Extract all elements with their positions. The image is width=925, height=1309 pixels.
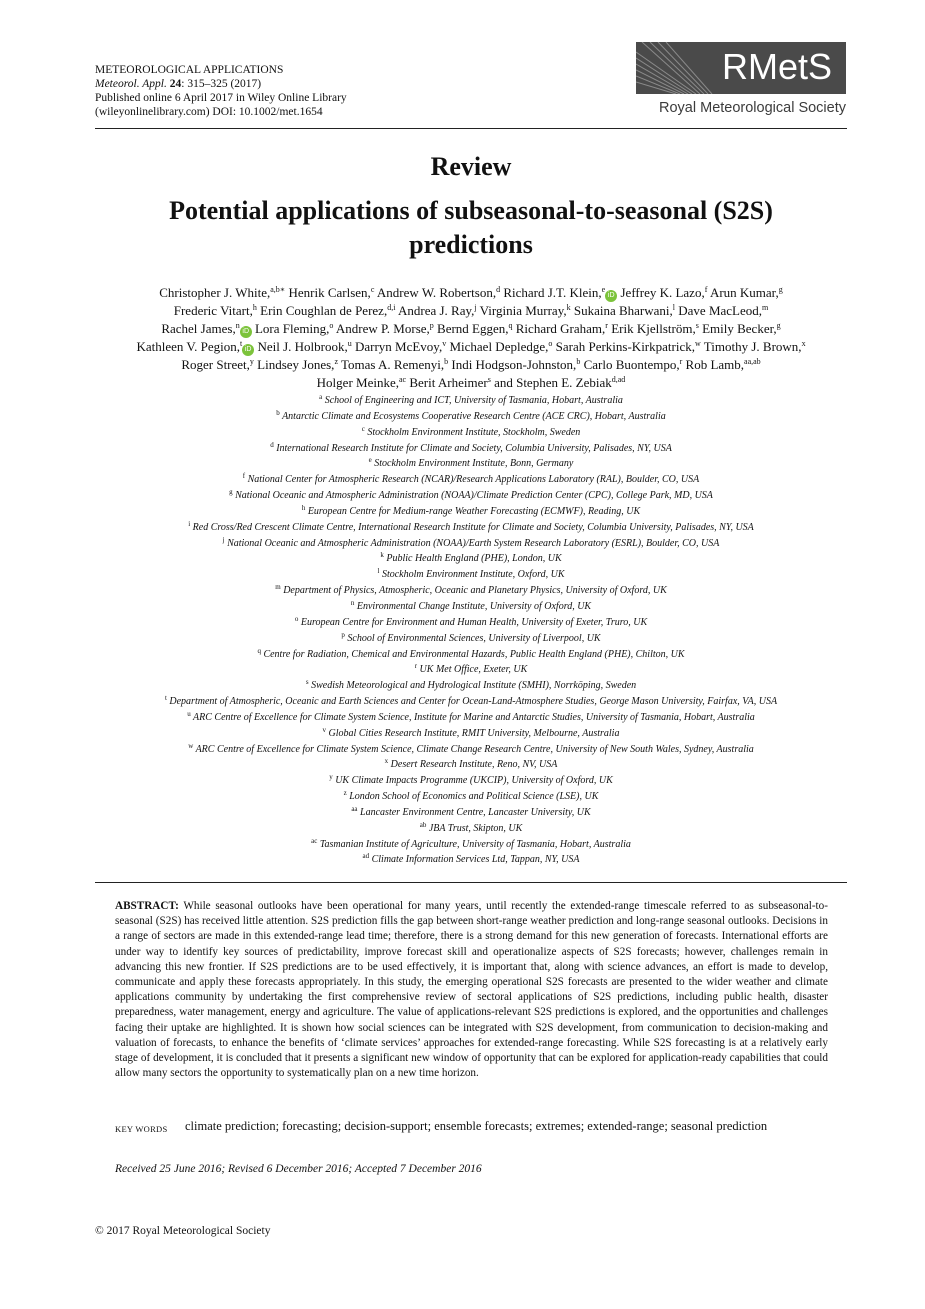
author-affiliation-mark: e [601, 285, 606, 294]
author-affiliation-mark: a,b∗ [270, 285, 286, 294]
author-name: Richard J.T. Klein, [503, 285, 602, 300]
affiliation [95, 599, 847, 615]
affiliation-text: International Research Institute for Climate and Society, Columbia University, Palisades, NY, USA [273, 442, 672, 454]
author-affiliation-mark: b [576, 357, 581, 366]
affiliation-text: Swedish Meteorological and Hydrological Institute (SMHI), Norrköping, Sweden [308, 680, 637, 692]
author-name: Bernd Eggen, [437, 321, 509, 336]
author-name: Emily Becker, [702, 321, 777, 336]
author-name: Dave MacLeod, [678, 303, 763, 318]
affiliation-mark: x [384, 757, 389, 766]
author-name: and Stephen E. Zebiak [494, 375, 612, 390]
affiliation-mark: u [187, 709, 191, 718]
author-name: Tomas A. Remenyi, [341, 357, 445, 372]
logo-society: Royal Meteorological Society [659, 100, 846, 116]
author-affiliation-mark: t [239, 339, 243, 348]
affiliation-text: ARC Centre of Excellence for Climate System Science, Institute for Marine and Antarctic Studies, University of Tasmania, Hobart, Australia [190, 711, 755, 723]
abstract-top-rule [95, 882, 847, 883]
author-affiliation-mark: b [444, 357, 449, 366]
author-name: Berit Arheimer [409, 375, 488, 390]
affiliation-text: UK Met Office, Exeter, UK [417, 664, 528, 676]
author-affiliation-mark: r [679, 357, 683, 366]
affiliation-text: Department of Physics, Atmospheric, Oceanic and Planetary Physics, University of Oxford, UK [280, 585, 667, 597]
keywords-text: climate prediction; forecasting; decision-support; ensemble forecasts; extremes; extended-range; seasonal prediction [185, 1119, 768, 1133]
affiliation-text: JBA Trust, Skipton, UK [426, 822, 523, 834]
author-name: Carlo Buontempo, [583, 357, 680, 372]
author-list [95, 284, 847, 392]
author-name: Christopher J. White, [159, 285, 271, 300]
affiliation [95, 678, 847, 694]
affiliation-text: National Oceanic and Atmospheric Administration (NOAA)/Climate Prediction Center (CPC), College Park, MD, USA [232, 490, 713, 502]
author-affiliation-mark: z [334, 357, 338, 366]
author [437, 321, 512, 336]
author [181, 357, 254, 372]
author [161, 321, 251, 336]
author-affiliation-mark: g [778, 285, 783, 294]
affiliation-text: National Center for Atmospheric Research (NCAR)/Research Applications Laboratory (RAL), Boulder, CO, USA [245, 474, 700, 486]
author-affiliation-mark: s [487, 375, 491, 384]
affiliation-mark: r [414, 662, 418, 671]
affiliation-mark: y [329, 773, 333, 782]
author-affiliation-mark: f [704, 285, 708, 294]
abstract-text: While seasonal outlooks have been operational for many years, until recently the extended-range timescale referred to as subseasonal-to-seasonal (S2S) has received little attention. S2S prediction fills the gap between short-range weather prediction and long-range seasonal outlooks. Decisions in a range of sectors are made in this extended-range lead time; therefore, there is a strong demand for this new generation of forecasts. International efforts are under way to identify key sources of predictability, improve forecast skill and operationalize aspects of S2S forecasts; however, challenges remain in advancing this new frontier. If S2S predictions are to be used effectively, it is important that, along with science advances, an effort is made to develop, communicate and apply these forecasts appropriately. In this study, the emerging operational S2S forecasts are presented to the wider weather and climate applications community by undertaking the first comprehensive review of sectoral applications of S2S predictions, including public health, disaster preparedness, water management, energy and agriculture. The value of applications-relevant S2S predictions is explored, and the opportunities and challenges facing their uptake are highlighted. It is shown how social sciences can be integrated with S2S development, from communication to decision-making and valuation of forecasts, to enhance the benefits of ‘climate services’ approaches for extended-range forecasting. While S2S forecasting is at a relatively early stage of development, it is concluded that it presents a significant new window of opportunity that can be explored for application-ready capabilities that could allow many sectors the opportunity to systematically plan on a new time horizon. [115, 900, 828, 1080]
received-dates: Received 25 June 2016; Revised 6 December 2016; Accepted 7 December 2016 [115, 1163, 482, 1175]
affiliation [95, 393, 847, 409]
author-name: Erin Coughlan de Perez, [260, 303, 388, 318]
author [377, 285, 500, 300]
orcid-icon[interactable]: iD [240, 326, 252, 338]
author-name: Virginia Murray, [479, 303, 567, 318]
author [556, 339, 701, 354]
author [257, 339, 351, 354]
affiliation-mark: k [380, 551, 384, 560]
affiliation-text: Public Health England (PHE), London, UK [383, 553, 562, 565]
affiliation-mark: ad [362, 852, 370, 861]
affiliation-text: National Oceanic and Atmospheric Administration (NOAA)/Earth System Research Laboratory (ESRL), Boulder, CO, USA [224, 537, 720, 549]
affiliation [95, 773, 847, 789]
affiliation [95, 615, 847, 631]
doi-line: (wileyonlinelibrary.com) DOI: 10.1002/met.1654 [95, 106, 323, 118]
author-affiliation-mark: d,i [387, 303, 396, 312]
copyright: © 2017 Royal Meteorological Society [95, 1225, 271, 1237]
affiliation-mark: f [242, 472, 246, 481]
affiliation-text: Red Cross/Red Crescent Climate Centre, International Research Institute for Climate and Society, Columbia University, Palisades, NY, USA [190, 521, 754, 533]
author-name: Andrew P. Morse, [335, 321, 430, 336]
affiliation [95, 631, 847, 647]
author [678, 303, 768, 318]
affiliation [95, 551, 847, 567]
affiliation-text: Environmental Change Institute, University of Oxford, UK [354, 600, 592, 612]
author-name: Frederic Vitart, [173, 303, 253, 318]
affiliation [95, 726, 847, 742]
abstract-label: ABSTRACT: [115, 900, 179, 912]
author-name: Roger Street, [181, 357, 250, 372]
affiliation-text: Antarctic Climate and Ecosystems Cooperative Research Centre (ACE CRC), Hobart, Australia [279, 410, 666, 422]
affiliation-text: London School of Economics and Political Science (LSE), UK [346, 791, 599, 803]
author-affiliation-mark: v [442, 339, 447, 348]
logo-banner [636, 42, 846, 94]
citation-journal: Meteorol. Appl. [95, 78, 167, 90]
author-affiliation-mark: s [695, 321, 699, 330]
affiliation-mark: j [222, 535, 225, 544]
author-affiliation-mark: aa,ab [744, 357, 761, 366]
author [159, 285, 285, 300]
published-line: Published online 6 April 2017 in Wiley Online Library [95, 92, 347, 104]
affiliation-text: Desert Research Institute, Reno, NV, USA [388, 759, 558, 771]
affiliation-mark: p [341, 630, 345, 639]
author [702, 321, 781, 336]
affiliation-mark: w [188, 741, 194, 750]
affiliation-text: ARC Centre of Excellence for Climate System Science, Climate Change Research Centre, University of New South Wales, Sydney, Australia [193, 743, 754, 755]
affiliation-mark: b [276, 408, 280, 417]
author [257, 357, 338, 372]
affiliation [95, 662, 847, 678]
author [174, 303, 257, 318]
affiliation [95, 583, 847, 599]
journal-header [95, 63, 347, 119]
author [255, 321, 333, 336]
affiliation-list [95, 393, 847, 868]
author-affiliation-mark: j [474, 303, 477, 312]
affiliation [95, 805, 847, 821]
author [136, 339, 254, 354]
affiliation-mark: q [257, 646, 261, 655]
author [516, 321, 608, 336]
affiliation [95, 472, 847, 488]
author [449, 339, 552, 354]
affiliation-text: UK Climate Impacts Programme (UKCIP), University of Oxford, UK [332, 775, 613, 787]
keywords-label: KEY WORDS [115, 1124, 168, 1134]
author-name: Arun Kumar, [709, 285, 779, 300]
affiliation-text: Tasmanian Institute of Agriculture, University of Tasmania, Hobart, Australia [317, 838, 631, 850]
affiliation-mark: c [361, 424, 365, 433]
affiliation [95, 837, 847, 853]
author [704, 339, 806, 354]
author [503, 285, 617, 300]
citation-pages: : 315–325 (2017) [181, 78, 262, 90]
author [480, 303, 571, 318]
affiliation-text: Department of Atmospheric, Oceanic and Earth Sciences and Center for Ocean-Land-Atmosphere Studies, George Mason University, Fairfax, VA, USA [166, 696, 778, 708]
author [317, 375, 406, 390]
author [260, 303, 395, 318]
author [398, 303, 477, 318]
author [584, 357, 683, 372]
affiliation-mark: a [319, 393, 323, 401]
affiliation-mark: v [322, 725, 327, 734]
affiliation [95, 488, 847, 504]
author-affiliation-mark: d [496, 285, 501, 294]
abstract [115, 899, 828, 1081]
author [710, 285, 783, 300]
affiliation-mark: m [275, 583, 281, 592]
author-name: Richard Graham, [515, 321, 606, 336]
author-name: Andrew W. Robertson, [376, 285, 497, 300]
author-affiliation-mark: y [249, 357, 254, 366]
author [341, 357, 448, 372]
orcid-icon[interactable]: iD [605, 290, 617, 302]
author-affiliation-mark: o [548, 339, 553, 348]
affiliation [95, 710, 847, 726]
affiliation [95, 742, 847, 758]
author-name: Andrea J. Ray, [397, 303, 475, 318]
affiliation-mark: i [188, 519, 191, 528]
affiliation [95, 409, 847, 425]
citation-volume: 24 [169, 78, 182, 90]
affiliation [95, 757, 847, 773]
affiliation-mark: z [343, 789, 347, 798]
author-name: Darryn McEvoy, [354, 339, 443, 354]
affiliation-text: Lancaster Environment Centre, Lancaster University, UK [357, 806, 591, 818]
rmets-logo [636, 42, 846, 124]
author [336, 321, 434, 336]
author-name: Sarah Perkins-Kirkpatrick, [555, 339, 695, 354]
affiliation-text: Stockholm Environment Institute, Oxford, UK [379, 569, 565, 581]
author-name: Kathleen V. Pegion, [136, 339, 240, 354]
author [686, 357, 761, 372]
header-rule [95, 128, 847, 129]
affiliation-text: Climate Information Services Ltd, Tappan, NY, USA [369, 854, 580, 866]
affiliation-text: School of Environmental Sciences, University of Liverpool, UK [344, 632, 601, 644]
author [620, 285, 707, 300]
author-affiliation-mark: c [370, 285, 375, 294]
affiliation [95, 852, 847, 868]
affiliation [95, 456, 847, 472]
author-name: Michael Depledge, [449, 339, 549, 354]
affiliation-mark: t [164, 694, 167, 703]
affiliation [95, 441, 847, 457]
author-affiliation-mark: h [252, 303, 257, 312]
author-name: Lindsey Jones, [257, 357, 335, 372]
author [494, 375, 625, 390]
author-name: Erik Kjellström, [611, 321, 696, 336]
author-affiliation-mark: d,ad [611, 375, 626, 384]
affiliation-mark: l [377, 567, 380, 576]
affiliation-text: European Centre for Environment and Human Health, University of Exeter, Truro, UK [298, 616, 648, 628]
affiliation-text: Global Cities Research Institute, RMIT University, Melbourne, Australia [326, 727, 620, 739]
author [451, 357, 580, 372]
author-name: Holger Meinke, [316, 375, 399, 390]
author-affiliation-mark: w [694, 339, 701, 348]
author-name: Indi Hodgson-Johnston, [451, 357, 577, 372]
author-name: Jeffrey K. Lazo, [620, 285, 705, 300]
affiliation-mark: ac [311, 836, 318, 845]
author [355, 339, 446, 354]
author-affiliation-mark: o [329, 321, 334, 330]
author [574, 303, 675, 318]
affiliation-mark: g [229, 488, 233, 497]
affiliation [95, 425, 847, 441]
article-type: Review [430, 152, 512, 181]
affiliation [95, 536, 847, 552]
journal-name: METEOROLOGICAL APPLICATIONS [95, 64, 284, 76]
orcid-icon[interactable]: iD [242, 344, 254, 356]
author-name: Timothy J. Brown, [703, 339, 802, 354]
affiliation-text: Stockholm Environment Institute, Bonn, Germany [371, 458, 574, 470]
author-affiliation-mark: q [508, 321, 513, 330]
article-title [95, 194, 847, 262]
author-affiliation-mark: r [605, 321, 608, 330]
author-affiliation-mark: n [235, 321, 240, 330]
affiliation [95, 567, 847, 583]
affiliation [95, 821, 847, 837]
affiliation [95, 520, 847, 536]
author-name: Lora Fleming, [254, 321, 330, 336]
affiliation-mark: n [350, 598, 355, 607]
affiliation-text: European Centre for Medium-range Weather Forecasting (ECMWF), Reading, UK [305, 505, 641, 517]
author-affiliation-mark: l [672, 303, 676, 312]
affiliation-text: Centre for Radiation, Chemical and Environmental Hazards, Public Health England (PHE), Chilton, UK [260, 648, 685, 660]
affiliation-mark: o [294, 614, 299, 623]
author-name: Neil J. Holbrook, [257, 339, 348, 354]
affiliation-mark: d [270, 440, 274, 449]
affiliation-text: Stockholm Environment Institute, Stockholm, Sweden [364, 426, 581, 438]
author-affiliation-mark: k [566, 303, 571, 312]
author-affiliation-mark: ac [398, 375, 407, 384]
author-affiliation-mark: p [429, 321, 434, 330]
author-name: Henrik Carlsen, [288, 285, 371, 300]
author-affiliation-mark: m [762, 303, 769, 312]
affiliation-mark: h [301, 503, 306, 512]
logo-mark: RMetS [721, 46, 832, 87]
author [409, 375, 490, 390]
affiliation [95, 789, 847, 805]
affiliation-text: School of Engineering and ICT, University of Tasmania, Hobart, Australia [322, 395, 623, 406]
author-name: Rachel James, [161, 321, 236, 336]
affiliation [95, 694, 847, 710]
affiliation [95, 504, 847, 520]
affiliation-mark: e [368, 456, 372, 465]
title-line-1: Potential applications of subseasonal-to-seasonal (S2S) [169, 196, 773, 225]
author-affiliation-mark: u [347, 339, 352, 348]
author [611, 321, 699, 336]
affiliation [95, 647, 847, 663]
author-affiliation-mark: g [776, 321, 781, 330]
title-line-2: predictions [409, 230, 533, 259]
author-name: Rob Lamb, [685, 357, 745, 372]
author-name: Sukaina Bharwani, [573, 303, 673, 318]
affiliation-mark: s [305, 678, 309, 687]
citation [95, 77, 347, 91]
author [289, 285, 375, 300]
author-affiliation-mark: x [801, 339, 806, 348]
affiliation-mark: aa [351, 804, 358, 813]
affiliation-mark: ab [419, 820, 427, 829]
